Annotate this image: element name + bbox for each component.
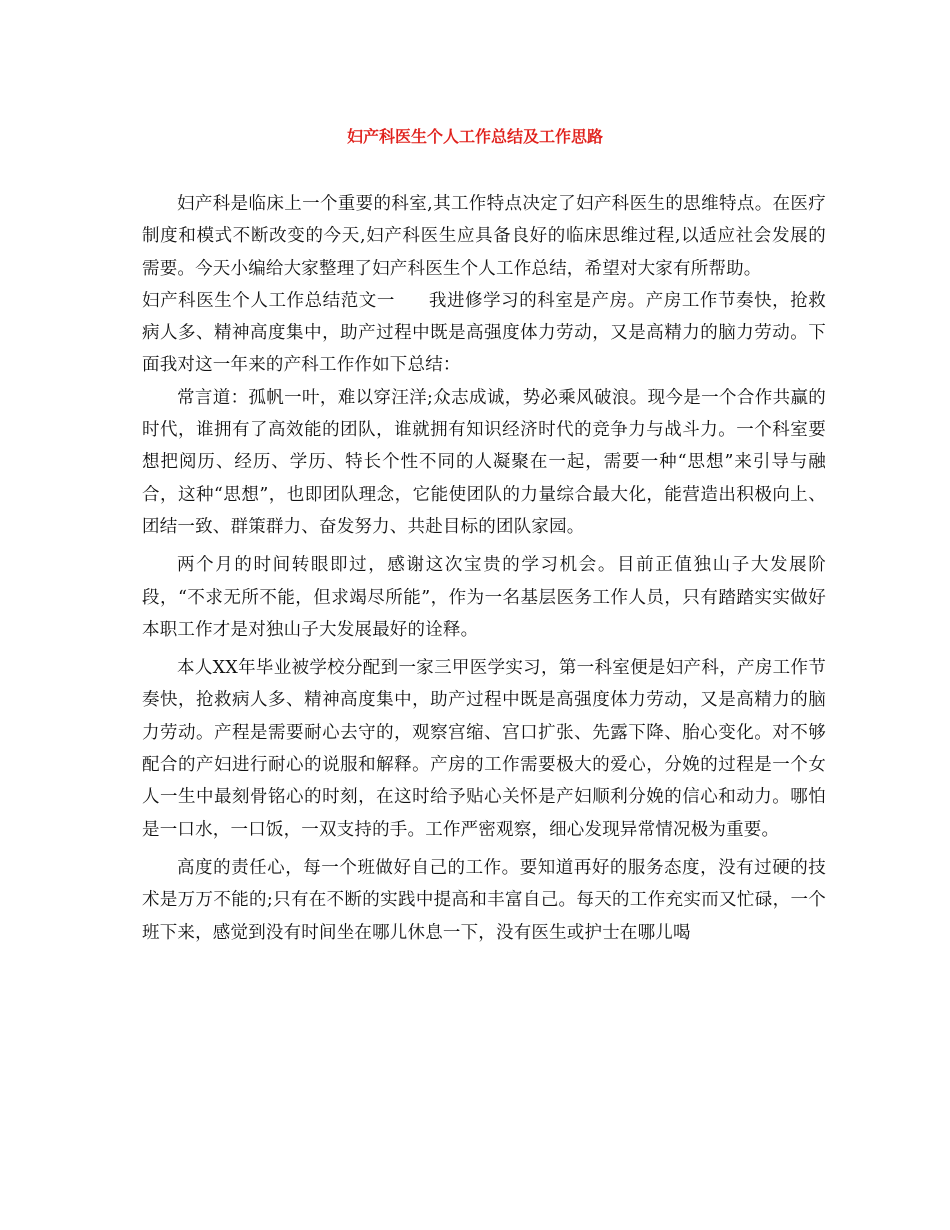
paragraph-internship: 本人XX年毕业被学校分配到一家三甲医学实习，第一科室便是妇产科，产房工作节奏快，抢救病人多、精神高度集中，助产过程中既是高强度体力劳动，又是高精力的脑力劳动。产程是需要耐心去守的，观察宫缩、宫口扩张、先露下降、胎心变化。对不够配合的产妇进行耐心的说服和解释。产房的工作需要极大的爱心，分娩的过程是一个女人一生中最刻骨铭心的时刻，在这时给予贴心关怀是产妇顺利分娩的信心和动力。哪怕是一口水，一口饭，一双支持的手。工作严密观察，细心发现异常情况极为重要。 <box>142 658 826 840</box>
paragraph-sample-one-text: 我进修学习的科室是产房。产房工作节奏快，抢救病人多、精神高度集中，助产过程中既是高强度体力劳动，又是高精力的脑力劳动。下面我对这一年来的产科工作作如下总结： <box>142 290 826 376</box>
paragraph-intro: 妇产科是临床上一个重要的科室,其工作特点决定了妇产科医生的思维特点。在医疗制度和模式不断改变的今天,妇产科医生应具备良好的临床思维过程,以适应社会发展的需要。今天小编给大家整理了妇产科医生个人工作总结，希望对大家有所帮助。 <box>142 194 826 279</box>
paragraph-responsibility: 高度的责任心，每一个班做好自己的工作。要知道再好的服务态度，没有过硬的技术是万万不能的;只有在不断的实践中提高和丰富自己。每天的工作充实而又忙碌，一个班下来，感觉到没有时间坐在哪儿休息一下，没有医生或护士在哪儿喝 <box>142 857 826 943</box>
section-heading: 妇产科医生个人工作总结范文一 <box>142 290 395 311</box>
document-body <box>142 188 826 949</box>
paragraph-sample-one <box>142 285 826 382</box>
document-title: 妇产科医生个人工作总结及工作思路 <box>346 127 603 146</box>
paragraph-two-months: 两个月的时间转眼即过，感谢这次宝贵的学习机会。目前正值独山子大发展阶段，“不求无所不能，但求竭尽所能”，作为一名基层医务工作人员，只有踏踏实实做好本职工作才是对独山子大发展最好的诠释。 <box>142 555 826 640</box>
paragraph-teamwork: 常言道：孤帆一叶，难以穿汪洋;众志成诚，势必乘风破浪。现今是一个合作共赢的时代，谁拥有了高效能的团队，谁就拥有知识经济时代的竞争力与战斗力。一个科室要想把阅历、经历、学历、特长个性不同的人凝聚在一起，需要一种“思想”来引导与融合，这种“思想”，也即团队理念，它能使团队的力量综合最大化，能营造出积极向上、团结一致、群策群力、奋发努力、共赴目标的团队家园。 <box>142 387 826 537</box>
